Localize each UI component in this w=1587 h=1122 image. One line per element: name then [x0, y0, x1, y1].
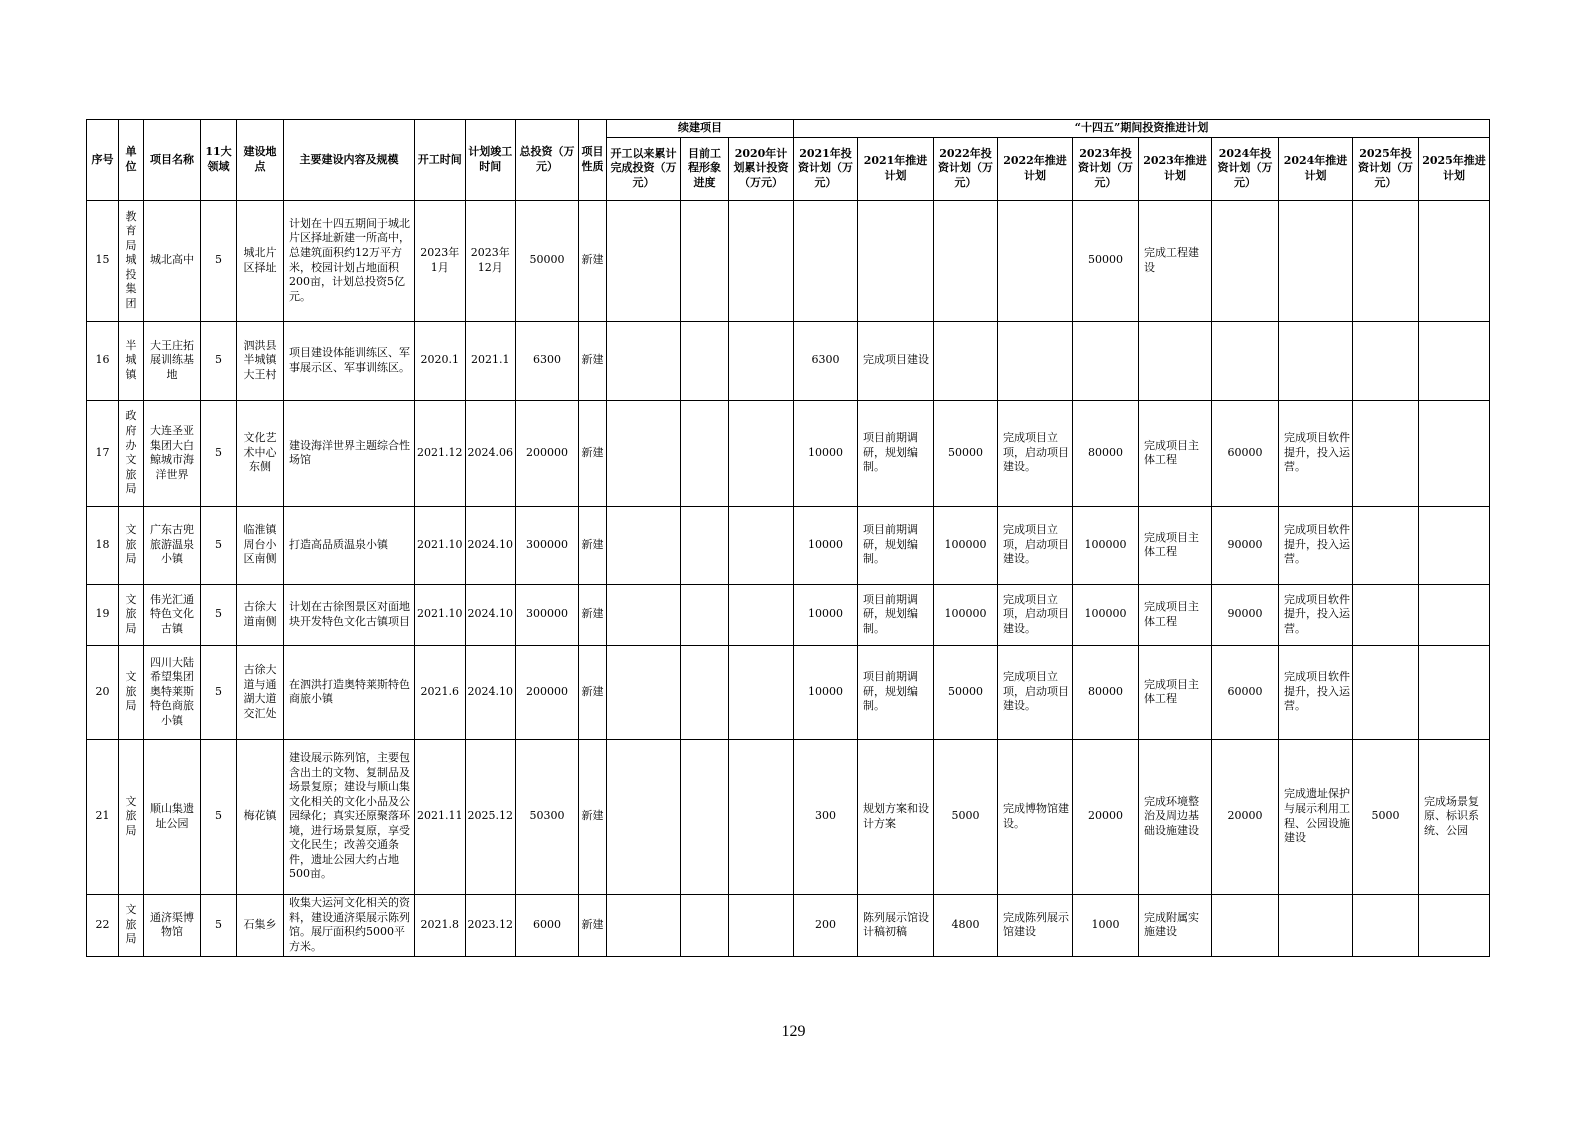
cell-name: 顺山集遗址公园	[144, 739, 201, 894]
cell-cont-2020	[729, 584, 794, 645]
cell-cont-invest	[607, 584, 681, 645]
cell-total: 200000	[516, 400, 579, 506]
cell-plan-2021	[858, 200, 934, 321]
cell-inv-2021: 10000	[794, 506, 858, 584]
cell-cont-2020	[729, 506, 794, 584]
cell-content: 计划在古徐图景区对面地块开发特色文化古镇项目	[284, 584, 415, 645]
col-header-content: 主要建设内容及规模	[284, 120, 415, 201]
cell-cont-2020	[729, 200, 794, 321]
cell-unit: 文旅局	[119, 584, 144, 645]
col-header-location: 建设地点	[237, 120, 284, 201]
table-row	[87, 584, 1490, 645]
cell-inv-2023	[1073, 321, 1139, 400]
cell-inv-2021: 6300	[794, 321, 858, 400]
cell-location: 临淮镇周台小区南侧	[237, 506, 284, 584]
cell-seq: 21	[87, 739, 119, 894]
cell-cont-progress	[681, 739, 729, 894]
cell-content: 建设展示陈列馆，主要包含出土的文物、复制品及场景复原；建设与顺山集文化相关的文化小品及公园绿化；真实还原聚落环境，进行场景复原，享受文化民生；改善交通条件，遗址公园大约占地500亩。	[284, 739, 415, 894]
cell-finish: 2024.10	[465, 584, 516, 645]
table-row	[87, 400, 1490, 506]
col-header-cont-invest: 开工以来累计完成投资（万元）	[607, 137, 681, 200]
cell-content: 打造高品质温泉小镇	[284, 506, 415, 584]
cell-plan-2022: 完成项目立项，启动项目建设。	[998, 584, 1073, 645]
col-header-inv-2024: 2024年投资计划（万元）	[1212, 137, 1279, 200]
cell-finish: 2023年12月	[465, 200, 516, 321]
cell-cont-2020	[729, 400, 794, 506]
cell-inv-2024: 90000	[1212, 584, 1279, 645]
cell-start: 2021.6	[415, 645, 466, 739]
cell-seq: 19	[87, 584, 119, 645]
cell-content: 收集大运河文化相关的资料，建设通济渠展示陈列馆。展厅面积约5000平方米。	[284, 894, 415, 956]
cell-nature: 新建	[579, 645, 607, 739]
table-row	[87, 894, 1490, 956]
cell-inv-2023: 80000	[1073, 400, 1139, 506]
cell-inv-2023: 80000	[1073, 645, 1139, 739]
cell-inv-2025	[1353, 584, 1419, 645]
cell-finish: 2024.10	[465, 506, 516, 584]
cell-total: 300000	[516, 584, 579, 645]
cell-name: 伟光汇通特色文化古镇	[144, 584, 201, 645]
cell-cont-progress	[681, 894, 729, 956]
cell-cont-2020	[729, 739, 794, 894]
cell-total: 300000	[516, 506, 579, 584]
cell-inv-2021	[794, 200, 858, 321]
cell-plan-2022: 完成项目立项，启动项目建设。	[998, 506, 1073, 584]
col-header-total: 总投资（万元）	[516, 120, 579, 201]
cell-name: 大王庄拓展训练基地	[144, 321, 201, 400]
col-header-inv-2025: 2025年投资计划（万元）	[1353, 137, 1419, 200]
cell-start: 2021.12	[415, 400, 466, 506]
cell-name: 通济渠博物馆	[144, 894, 201, 956]
cell-cont-progress	[681, 321, 729, 400]
cell-finish: 2025.12	[465, 739, 516, 894]
cell-inv-2021: 10000	[794, 645, 858, 739]
cell-content: 建设海洋世界主题综合性场馆	[284, 400, 415, 506]
cell-plan-2022	[998, 200, 1073, 321]
cell-plan-2023: 完成附属实施建设	[1139, 894, 1212, 956]
cell-plan-2025	[1419, 400, 1490, 506]
cell-inv-2024	[1212, 200, 1279, 321]
cell-plan-2024: 完成项目软件提升，投入运营。	[1279, 645, 1353, 739]
cell-nature: 新建	[579, 400, 607, 506]
cell-content: 计划在十四五期间于城北片区择址新建一所高中，总建筑面积约12万平方米，校园计划占地面积200亩，计划总投资5亿元。	[284, 200, 415, 321]
cell-inv-2022	[934, 321, 998, 400]
cell-total: 6000	[516, 894, 579, 956]
cell-cont-progress	[681, 400, 729, 506]
cell-finish: 2024.10	[465, 645, 516, 739]
cell-inv-2025: 5000	[1353, 739, 1419, 894]
cell-inv-2023: 1000	[1073, 894, 1139, 956]
cell-plan-2025: 完成场景复原、标识系统、公园	[1419, 739, 1490, 894]
col-header-plan-2024: 2024年推进计划	[1279, 137, 1353, 200]
cell-unit: 文旅局	[119, 894, 144, 956]
cell-plan-2025	[1419, 506, 1490, 584]
cell-inv-2021: 10000	[794, 584, 858, 645]
cell-unit: 文旅局	[119, 506, 144, 584]
col-header-name: 项目名称	[144, 120, 201, 201]
cell-inv-2025	[1353, 200, 1419, 321]
cell-inv-2022	[934, 200, 998, 321]
cell-inv-2022: 50000	[934, 400, 998, 506]
col-header-plan-2021: 2021年推进计划	[858, 137, 934, 200]
cell-plan-2024: 完成项目软件提升，投入运营。	[1279, 400, 1353, 506]
project-table	[86, 119, 1490, 957]
cell-nature: 新建	[579, 200, 607, 321]
cell-domain: 5	[201, 645, 237, 739]
col-header-seq: 序号	[87, 120, 119, 201]
cell-cont-progress	[681, 200, 729, 321]
cell-start: 2023年1月	[415, 200, 466, 321]
cell-content: 在泗洪打造奥特莱斯特色商旅小镇	[284, 645, 415, 739]
col-header-inv-2022: 2022年投资计划（万元）	[934, 137, 998, 200]
cell-inv-2024	[1212, 321, 1279, 400]
table-row	[87, 321, 1490, 400]
cell-name: 城北高中	[144, 200, 201, 321]
cell-start: 2021.10	[415, 584, 466, 645]
cell-plan-2023	[1139, 321, 1212, 400]
cell-finish: 2023.12	[465, 894, 516, 956]
cell-cont-invest	[607, 894, 681, 956]
col-header-plan-2022: 2022年推进计划	[998, 137, 1073, 200]
cell-finish: 2024.06	[465, 400, 516, 506]
cell-plan-2022	[998, 321, 1073, 400]
cell-plan-2021: 完成项目建设	[858, 321, 934, 400]
cell-plan-2023: 完成项目主体工程	[1139, 400, 1212, 506]
cell-inv-2023: 50000	[1073, 200, 1139, 321]
cell-plan-2021: 项目前期调研，规划编制。	[858, 400, 934, 506]
cell-plan-2023: 完成工程建设	[1139, 200, 1212, 321]
cell-domain: 5	[201, 321, 237, 400]
cell-plan-2024: 完成项目软件提升，投入运营。	[1279, 506, 1353, 584]
cell-plan-2024	[1279, 200, 1353, 321]
cell-seq: 20	[87, 645, 119, 739]
cell-nature: 新建	[579, 506, 607, 584]
cell-inv-2025	[1353, 894, 1419, 956]
cell-seq: 15	[87, 200, 119, 321]
cell-location: 石集乡	[237, 894, 284, 956]
cell-nature: 新建	[579, 584, 607, 645]
cell-inv-2023: 20000	[1073, 739, 1139, 894]
cell-nature: 新建	[579, 894, 607, 956]
cell-location: 古徐大道南侧	[237, 584, 284, 645]
cell-domain: 5	[201, 894, 237, 956]
cell-cont-invest	[607, 739, 681, 894]
cell-plan-2023: 完成项目主体工程	[1139, 645, 1212, 739]
cell-cont-progress	[681, 506, 729, 584]
cell-plan-2024: 完成遗址保护与展示利用工程、公园设施建设	[1279, 739, 1353, 894]
cell-name: 四川大陆希望集团奥特莱斯特色商旅小镇	[144, 645, 201, 739]
col-header-domain: 11大领域	[201, 120, 237, 201]
cell-plan-2022: 完成项目立项，启动项目建设。	[998, 645, 1073, 739]
cell-inv-2022: 4800	[934, 894, 998, 956]
table-row	[87, 645, 1490, 739]
cell-finish: 2021.1	[465, 321, 516, 400]
cell-inv-2021: 300	[794, 739, 858, 894]
cell-unit: 政府办 文旅局	[119, 400, 144, 506]
group-header-continue: 续建项目	[607, 120, 794, 138]
cell-plan-2023: 完成环境整治及周边基础设施建设	[1139, 739, 1212, 894]
col-header-plan-2023: 2023年推进计划	[1139, 137, 1212, 200]
cell-inv-2024: 20000	[1212, 739, 1279, 894]
col-header-cont-progress: 目前工程形象进度	[681, 137, 729, 200]
cell-domain: 5	[201, 584, 237, 645]
cell-total: 50000	[516, 200, 579, 321]
cell-location: 城北片区择址	[237, 200, 284, 321]
cell-plan-2025	[1419, 321, 1490, 400]
cell-inv-2025	[1353, 645, 1419, 739]
table-row	[87, 200, 1490, 321]
cell-inv-2024: 90000	[1212, 506, 1279, 584]
cell-plan-2024	[1279, 894, 1353, 956]
cell-unit: 文旅局	[119, 739, 144, 894]
cell-inv-2024	[1212, 894, 1279, 956]
cell-inv-2024: 60000	[1212, 400, 1279, 506]
col-header-plan-2025: 2025年推进计划	[1419, 137, 1490, 200]
cell-seq: 18	[87, 506, 119, 584]
cell-domain: 5	[201, 506, 237, 584]
cell-plan-2021: 项目前期调研，规划编制。	[858, 584, 934, 645]
cell-cont-2020	[729, 321, 794, 400]
col-header-finish: 计划竣工时间	[465, 120, 516, 201]
cell-plan-2024: 完成项目软件提升，投入运营。	[1279, 584, 1353, 645]
table-row	[87, 506, 1490, 584]
col-header-unit: 单位	[119, 120, 144, 201]
col-header-inv-2023: 2023年投资计划（万元）	[1073, 137, 1139, 200]
cell-unit: 文旅局	[119, 645, 144, 739]
cell-plan-2025	[1419, 200, 1490, 321]
cell-cont-progress	[681, 584, 729, 645]
cell-inv-2022: 5000	[934, 739, 998, 894]
cell-cont-2020	[729, 645, 794, 739]
cell-inv-2021: 10000	[794, 400, 858, 506]
cell-inv-2023: 100000	[1073, 506, 1139, 584]
cell-cont-invest	[607, 400, 681, 506]
cell-inv-2024: 60000	[1212, 645, 1279, 739]
cell-content: 项目建设体能训练区、军事展示区、军事训练区。	[284, 321, 415, 400]
group-header-plan: “十四五”期间投资推进计划	[794, 120, 1490, 138]
cell-location: 泗洪县半城镇大王村	[237, 321, 284, 400]
cell-unit: 半城镇	[119, 321, 144, 400]
page-number: 129	[781, 1023, 806, 1040]
cell-seq: 17	[87, 400, 119, 506]
cell-cont-invest	[607, 506, 681, 584]
cell-plan-2025	[1419, 584, 1490, 645]
cell-plan-2023: 完成项目主体工程	[1139, 506, 1212, 584]
col-header-nature: 项目性质	[579, 120, 607, 201]
cell-plan-2022: 完成博物馆建设。	[998, 739, 1073, 894]
cell-cont-invest	[607, 200, 681, 321]
col-header-inv-2021: 2021年投资计划（万元）	[794, 137, 858, 200]
cell-start: 2020.1	[415, 321, 466, 400]
cell-inv-2021: 200	[794, 894, 858, 956]
cell-cont-progress	[681, 645, 729, 739]
col-header-start: 开工时间	[415, 120, 466, 201]
cell-start: 2021.10	[415, 506, 466, 584]
cell-total: 50300	[516, 739, 579, 894]
cell-plan-2021: 陈列展示馆设计稿初稿	[858, 894, 934, 956]
cell-plan-2023: 完成项目主体工程	[1139, 584, 1212, 645]
cell-location: 古徐大道与通湖大道交汇处	[237, 645, 284, 739]
cell-seq: 16	[87, 321, 119, 400]
cell-location: 文化艺术中心东侧	[237, 400, 284, 506]
cell-total: 6300	[516, 321, 579, 400]
cell-inv-2025	[1353, 400, 1419, 506]
cell-start: 2021.11	[415, 739, 466, 894]
cell-inv-2023: 100000	[1073, 584, 1139, 645]
cell-inv-2025	[1353, 506, 1419, 584]
cell-plan-2025	[1419, 894, 1490, 956]
cell-plan-2022: 完成陈列展示馆建设	[998, 894, 1073, 956]
cell-cont-invest	[607, 321, 681, 400]
cell-inv-2025	[1353, 321, 1419, 400]
cell-start: 2021.8	[415, 894, 466, 956]
cell-name: 广东古兜旅游温泉小镇	[144, 506, 201, 584]
cell-inv-2022: 100000	[934, 584, 998, 645]
cell-name: 大连圣亚集团大白鲸城市海洋世界	[144, 400, 201, 506]
cell-nature: 新建	[579, 321, 607, 400]
cell-plan-2021: 项目前期调研，规划编制。	[858, 506, 934, 584]
cell-nature: 新建	[579, 739, 607, 894]
cell-inv-2022: 100000	[934, 506, 998, 584]
col-header-cont-2020: 2020年计划累计投资（万元）	[729, 137, 794, 200]
cell-cont-invest	[607, 645, 681, 739]
cell-domain: 5	[201, 400, 237, 506]
table-row	[87, 739, 1490, 894]
cell-cont-2020	[729, 894, 794, 956]
cell-plan-2022: 完成项目立项，启动项目建设。	[998, 400, 1073, 506]
cell-plan-2024	[1279, 321, 1353, 400]
cell-domain: 5	[201, 200, 237, 321]
cell-inv-2022: 50000	[934, 645, 998, 739]
cell-plan-2021: 项目前期调研，规划编制。	[858, 645, 934, 739]
cell-seq: 22	[87, 894, 119, 956]
cell-location: 梅花镇	[237, 739, 284, 894]
cell-plan-2025	[1419, 645, 1490, 739]
cell-domain: 5	[201, 739, 237, 894]
cell-plan-2021: 规划方案和设计方案	[858, 739, 934, 894]
cell-unit: 教育局 城投集团	[119, 200, 144, 321]
cell-total: 200000	[516, 645, 579, 739]
